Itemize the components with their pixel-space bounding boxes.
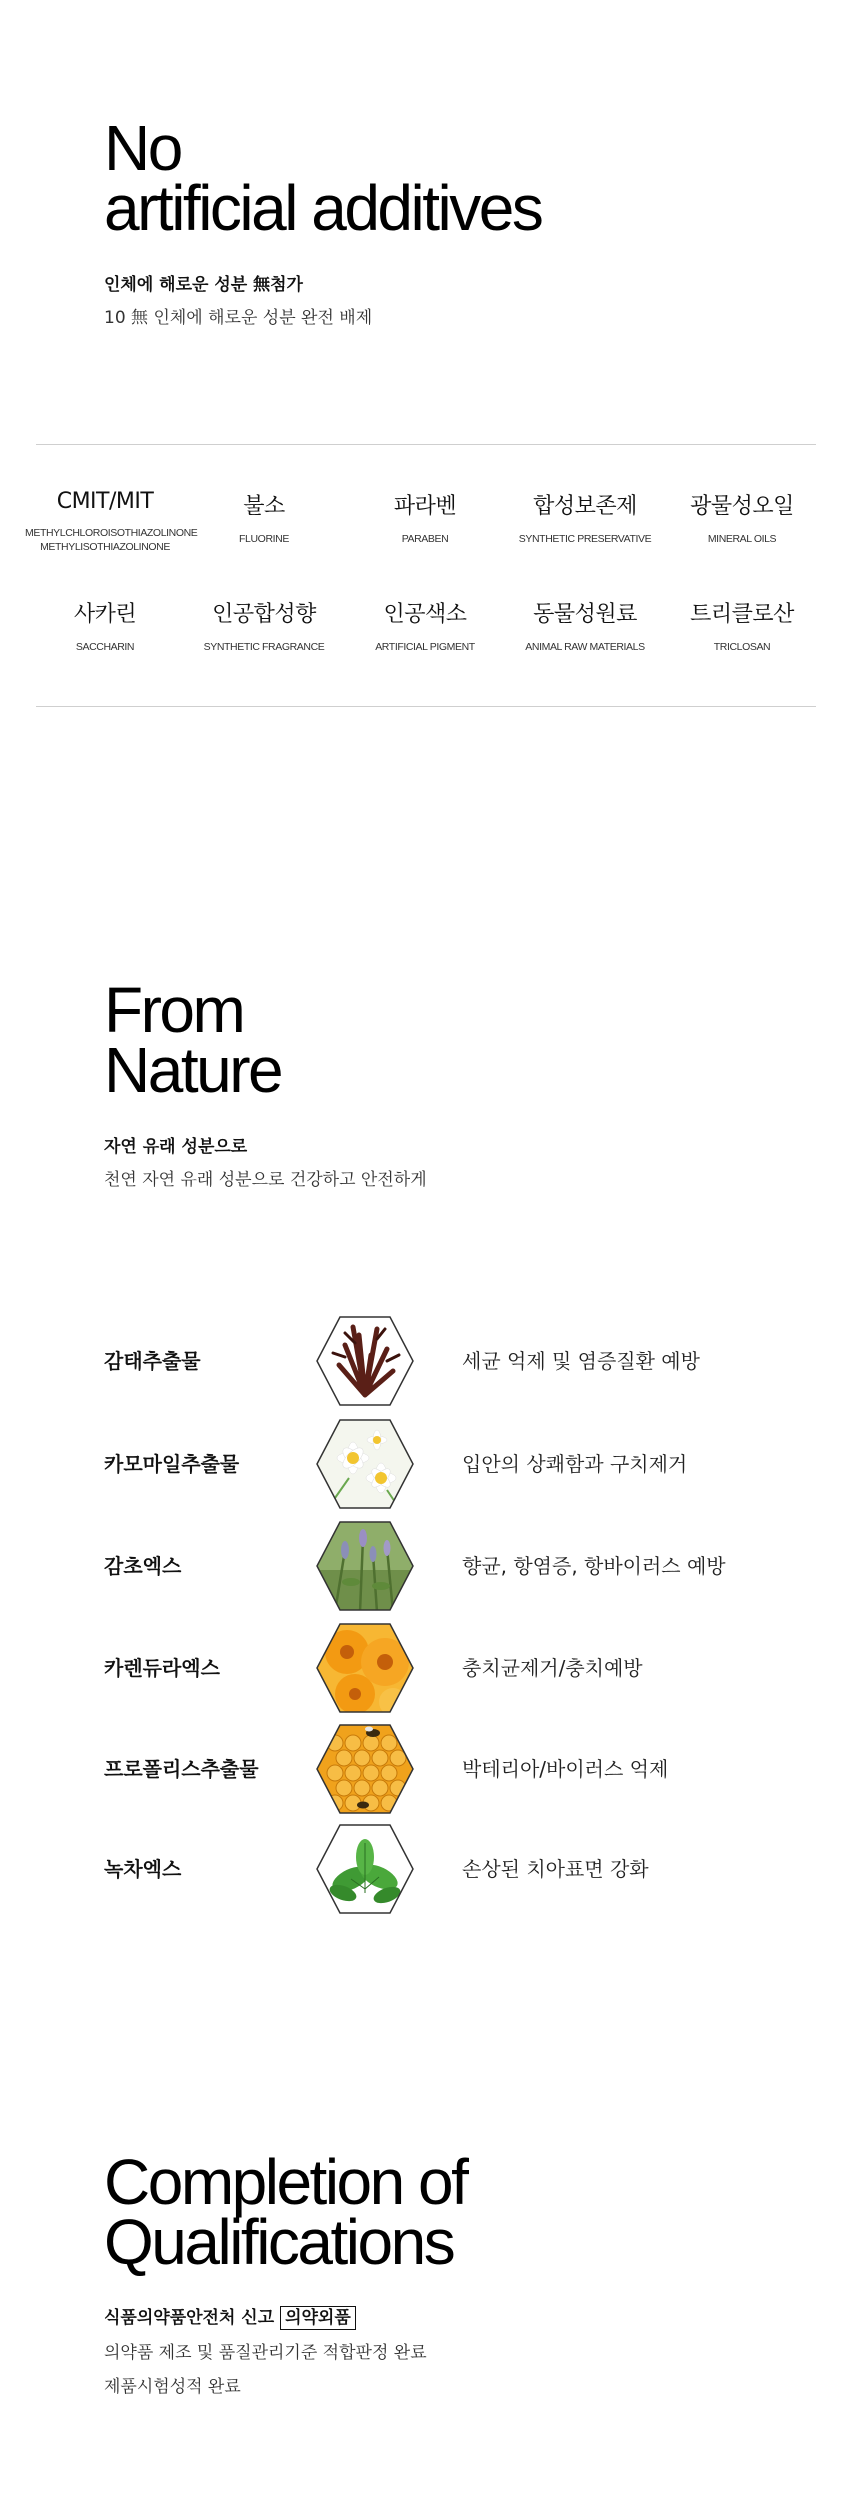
- additive-korean-name: 파라벤: [393, 494, 457, 519]
- licorice-image: [315, 1520, 415, 1612]
- additive-english-name: MINERAL OILS: [707, 533, 777, 545]
- additive-korean-name: CMIT/MIT: [56, 489, 154, 514]
- additive-item: [345, 489, 505, 546]
- additive-korean-name: 불소: [243, 494, 285, 519]
- additive-korean-name: 합성보존제: [533, 494, 637, 519]
- ingredient-description: 향균, 항염증, 항바이러스 예방: [462, 1554, 726, 1578]
- additive-item: [184, 597, 344, 654]
- additive-item: [25, 489, 198, 554]
- ingredient-name: 녹차엑스: [104, 1857, 182, 1881]
- section-title-line1: No: [104, 112, 181, 184]
- additive-item: [662, 597, 822, 654]
- section-title-line1: From: [104, 974, 244, 1046]
- additive-english-name: PARABEN: [401, 533, 449, 545]
- additive-korean-name: 트리클로산: [690, 602, 794, 627]
- additive-item: [25, 597, 185, 654]
- additive-english-name: SYNTHETIC FRAGRANCE: [203, 641, 325, 653]
- additive-korean-name: 동물성원료: [533, 602, 637, 627]
- section-title-line2: artificial additives: [104, 172, 542, 244]
- propolis-image: [315, 1723, 415, 1815]
- additive-english-name: METHYLCHLOROISOTHIAZOLINONE METHYLISOTHIAZOLINONE: [25, 527, 198, 553]
- additive-item: [662, 489, 822, 546]
- additive-english-name: SYNTHETIC PRESERVATIVE: [518, 533, 652, 545]
- ingredient-description: 충치균제거/충치예방: [462, 1656, 643, 1680]
- additive-english-name: FLUORINE: [239, 533, 289, 545]
- section-title-line2: Nature: [104, 1034, 282, 1106]
- additive-item: [345, 597, 505, 654]
- ingredient-name: 카모마일추출물: [104, 1452, 240, 1476]
- additive-english-name: SACCHARIN: [75, 641, 135, 653]
- ingredient-name: 프로폴리스추출물: [104, 1757, 259, 1781]
- chamomile-image: [315, 1418, 415, 1510]
- qualification-line-2: 의약품 제조 및 품질관리기준 적합판정 완료: [104, 2343, 427, 2363]
- section-title-line2: Qualifications: [104, 2206, 454, 2278]
- qualification-line-1: [104, 2303, 356, 2330]
- additive-english-name: ARTIFICIAL PIGMENT: [375, 641, 475, 653]
- quasi-drug-badge: 의약외품: [280, 2306, 356, 2330]
- qualification-line-1-prefix: 식품의약품안전처 신고: [104, 2308, 275, 2328]
- ingredient-description: 손상된 치아표면 강화: [462, 1857, 649, 1881]
- additive-korean-name: 인공색소: [383, 602, 467, 627]
- additive-item: [184, 489, 344, 546]
- additive-korean-name: 사카린: [73, 602, 137, 627]
- seaweed-image: [315, 1315, 415, 1407]
- section-subtitle: 인체에 해로운 성분 無첨가: [104, 275, 303, 295]
- calendula-image: [315, 1622, 415, 1714]
- divider-top: [36, 444, 816, 445]
- section-title-line1: Completion of: [104, 2146, 467, 2218]
- green-tea-image: [315, 1823, 415, 1915]
- additive-korean-name: 광물성오일: [690, 494, 794, 519]
- ingredient-name: 카렌듀라엑스: [104, 1656, 220, 1680]
- section-description: 천연 자연 유래 성분으로 건강하고 안전하게: [104, 1170, 427, 1190]
- qualification-line-3: 제품시험성적 완료: [104, 2377, 241, 2397]
- divider-bottom: [36, 706, 816, 707]
- additive-english-name: TRICLOSAN: [713, 641, 771, 653]
- ingredient-description: 세균 억제 및 염증질환 예방: [462, 1349, 700, 1373]
- additive-item: [505, 489, 665, 546]
- ingredient-name: 감초엑스: [104, 1554, 182, 1578]
- additive-korean-name: 인공합성향: [212, 602, 316, 627]
- additive-english-name: ANIMAL RAW MATERIALS: [525, 641, 645, 653]
- ingredient-description: 입안의 상쾌함과 구치제거: [462, 1452, 688, 1476]
- ingredient-name: 감태추출물: [104, 1349, 201, 1373]
- section-description: 10 無 인체에 해로운 성분 완전 배제: [104, 308, 373, 328]
- additive-item: [505, 597, 665, 654]
- section-subtitle: 자연 유래 성분으로: [104, 1137, 248, 1157]
- ingredient-description: 박테리아/바이러스 억제: [462, 1757, 669, 1781]
